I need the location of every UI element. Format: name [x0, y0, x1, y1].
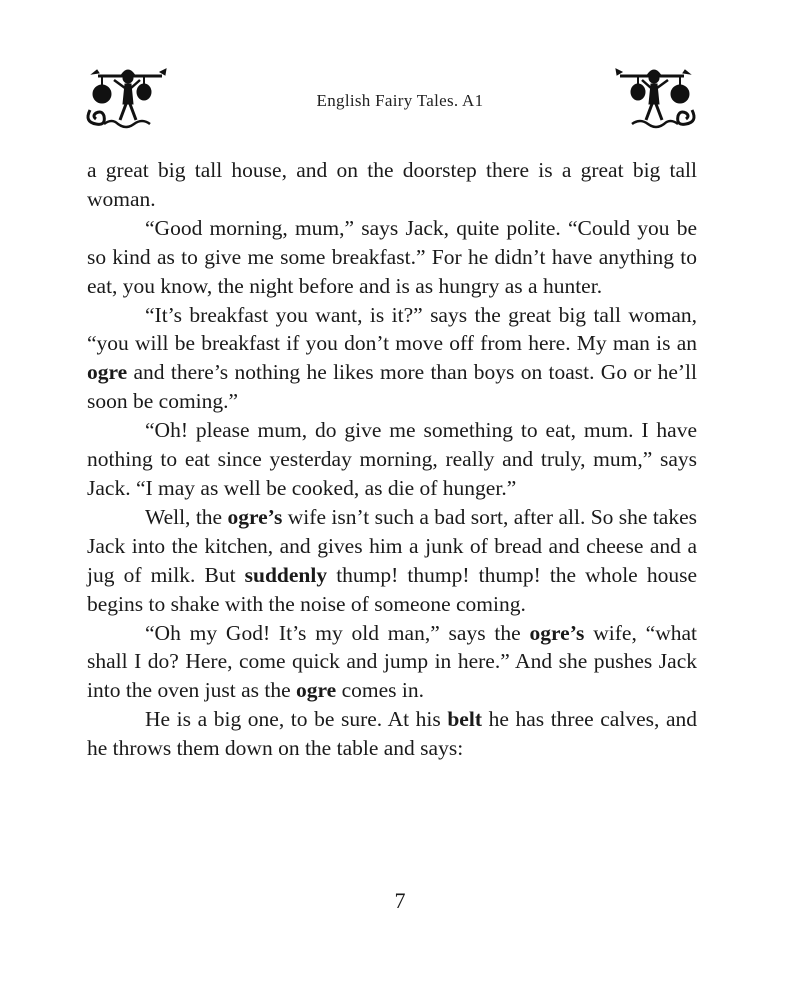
paragraph-text: “Oh my God! It’s my old man,” says the	[145, 620, 530, 645]
page-number: 7	[394, 888, 406, 913]
paragraph-text: Well, the	[145, 504, 228, 529]
paragraph-text: he has three calves, and he throws them down on the table and says:	[87, 707, 697, 761]
paragraph-text: a great big tall house, and on the doorstep there is a great big tall woman.	[87, 158, 697, 211]
jack-with-pole-ornament-icon	[614, 66, 698, 130]
paragraph-text: He is a big one, to be sure. At his	[145, 707, 448, 732]
paragraph-text: and there’s nothing he likes more than boys on toast. Go or he’ll soon be coming.”	[87, 360, 697, 414]
paragraph-text: wife isn’t such a bad sort, after all. So she takes Jack into the kitchen, and gives him a junk of bread and cheese and a jug of milk. But	[87, 504, 698, 587]
vocabulary-word: ogre	[296, 678, 337, 703]
running-header-title: English Fairy Tales. A1	[316, 91, 484, 110]
story-paragraph	[87, 619, 697, 706]
story-paragraph	[87, 214, 697, 301]
vocabulary-word: ogre’s	[529, 620, 585, 645]
story-body-text	[87, 156, 697, 763]
story-paragraph	[87, 156, 697, 214]
page-header	[0, 64, 800, 134]
vocabulary-word: ogre’s	[227, 504, 283, 529]
story-paragraph	[87, 705, 697, 763]
paragraph-text: comes in.	[336, 678, 424, 703]
story-paragraph	[87, 416, 697, 503]
paragraph-text: “It’s breakfast you want, is it?” says the great big tall woman, “you will be breakfast if you don’t move off from here. My man is an	[87, 302, 697, 356]
story-paragraph	[87, 301, 697, 417]
paragraph-text: wife, “what shall I do? Here, come quick and jump in here.” And she pushes Jack into the oven just as the	[87, 620, 697, 703]
story-paragraph	[87, 503, 697, 619]
paragraph-text: “Oh! please mum, do give me something to eat, mum. I have nothing to eat since yesterday morning, really and truly, mum,” says Jack. “I may as well be cooked, as die of hunger.”	[87, 418, 697, 500]
vocabulary-word: suddenly	[244, 562, 328, 587]
vocabulary-word: belt	[447, 707, 482, 732]
vocabulary-word: ogre	[87, 360, 128, 385]
paragraph-text: thump! thump! thump! the whole house begins to shake with the noise of someone coming.	[87, 562, 697, 616]
paragraph-text: “Good morning, mum,” says Jack, quite polite. “Could you be so kind as to give me some breakfast.” For he didn’t have anything to eat, you know, the night before and is as hungry as a hunter.	[87, 215, 697, 298]
